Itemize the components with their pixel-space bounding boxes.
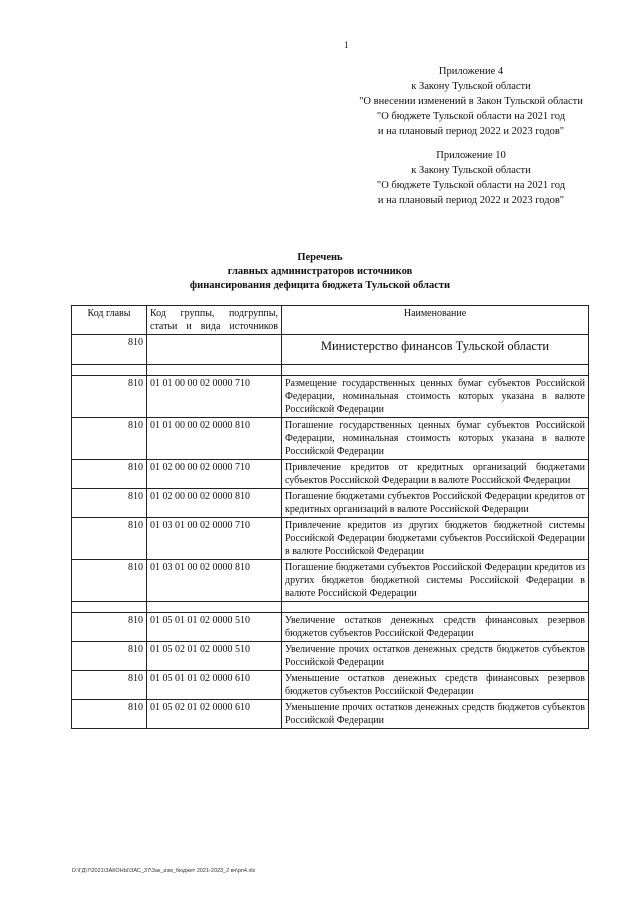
row-name: Привлечение кредитов из других бюджетов бюджетной системы Российской Федерации бюджетами субъектов Российской Федерации в валюте Российской Федерации: [282, 518, 589, 560]
row-chapter-code: 810: [72, 489, 147, 518]
appendix-line: и на плановый период 2022 и 2023 годов": [377, 126, 565, 137]
row-name: Погашение бюджетами субъектов Российской Федерации кредитов от кредитных организаций в валюте Российской Федерации: [282, 489, 589, 518]
table-row: [72, 613, 589, 642]
page-number: 1: [344, 40, 349, 50]
appendix-line: "О бюджете Тульской области на 2021 год: [376, 180, 566, 191]
table-row: [72, 518, 589, 560]
table-row: [72, 376, 589, 418]
title-line: главных администраторов источников: [227, 266, 413, 277]
row-chapter-code: 810: [72, 518, 147, 560]
ministry-name: Министерство финансов Тульской области: [282, 335, 589, 365]
spacer-row: [72, 602, 589, 613]
appendix-line: "О внесении изменений в Закон Тульской области: [359, 96, 583, 107]
row-group-code: 01 01 00 00 02 0000 710: [147, 376, 282, 418]
table-row: [72, 418, 589, 460]
ministry-group-empty: [147, 335, 282, 365]
row-chapter-code: 810: [72, 642, 147, 671]
header-group-code: Код группы, подгруппы, статьи и вида источников: [147, 306, 282, 335]
table-row: [72, 489, 589, 518]
table-row: [72, 671, 589, 700]
row-group-code: 01 03 01 00 02 0000 810: [147, 560, 282, 602]
appendix-line: к Закону Тульской области: [411, 165, 531, 176]
row-name: Привлечение кредитов от кредитных организаций бюджетами субъектов Российской Федерации в валюте Российской Федерации: [282, 460, 589, 489]
row-group-code: 01 05 02 01 02 0000 510: [147, 642, 282, 671]
ministry-code: 810: [72, 335, 147, 365]
row-group-code: 01 02 00 00 02 0000 710: [147, 460, 282, 489]
row-name: Погашение бюджетами субъектов Российской Федерации кредитов из других бюджетов бюджетной системы Российской Федерации в валюте Российской Федерации: [282, 560, 589, 602]
row-chapter-code: 810: [72, 613, 147, 642]
row-group-code: 01 01 00 00 02 0000 810: [147, 418, 282, 460]
table-header-row: [72, 306, 589, 335]
row-chapter-code: 810: [72, 418, 147, 460]
row-name: Увеличение остатков денежных средств финансовых резервов бюджетов субъектов Российской Федерации: [282, 613, 589, 642]
row-chapter-code: 810: [72, 376, 147, 418]
file-path-footer: D:\ГД\7\2021\ЗАКОНЫ\ЗАС_37\Зак_изм_бюджет 2021-2023_2 вч\рп4.xls: [72, 868, 256, 874]
row-chapter-code: 810: [72, 671, 147, 700]
header-chapter-code: Код главы: [72, 306, 147, 335]
table-row: [72, 460, 589, 489]
row-group-code: 01 02 00 00 02 0000 810: [147, 489, 282, 518]
appendix-line: к Закону Тульской области: [411, 81, 531, 92]
row-group-code: 01 05 01 01 02 0000 610: [147, 671, 282, 700]
row-name: Уменьшение остатков денежных средств финансовых резервов бюджетов субъектов Российской Федерации: [282, 671, 589, 700]
row-group-code: 01 03 01 00 02 0000 710: [147, 518, 282, 560]
appendix-current-header: [340, 64, 602, 139]
row-chapter-code: 810: [72, 560, 147, 602]
row-name: Уменьшение прочих остатков денежных средств бюджетов субъектов Российской Федерации: [282, 700, 589, 729]
row-name: Погашение государственных ценных бумаг субъектов Российской Федерации, номинальная стоимость которых указана в валюте Российской Федерации: [282, 418, 589, 460]
row-name: Размещение государственных ценных бумаг субъектов Российской Федерации, номинальная стоимость которых указана в валюте Российской Федерации: [282, 376, 589, 418]
appendix-line: "О бюджете Тульской области на 2021 год: [376, 111, 566, 122]
title-line: Перечень: [297, 252, 343, 263]
row-chapter-code: 810: [72, 700, 147, 729]
table-row: [72, 700, 589, 729]
appendix-original-header: [340, 148, 602, 208]
administrators-table: [71, 305, 589, 729]
row-group-code: 01 05 01 01 02 0000 510: [147, 613, 282, 642]
row-name: Увеличение прочих остатков денежных средств бюджетов субъектов Российской Федерации: [282, 642, 589, 671]
appendix-line: Приложение 4: [438, 66, 504, 77]
spacer-row: [72, 365, 589, 376]
table-row: [72, 642, 589, 671]
header-name: Наименование: [282, 306, 589, 335]
document-title: [150, 251, 490, 293]
row-group-code: 01 05 02 01 02 0000 610: [147, 700, 282, 729]
appendix-line: и на плановый период 2022 и 2023 годов": [377, 195, 565, 206]
title-line: финансирования дефицита бюджета Тульской области: [189, 280, 451, 291]
appendix-line: Приложение 10: [436, 150, 506, 161]
table-row: [72, 560, 589, 602]
ministry-row: [72, 335, 589, 365]
row-chapter-code: 810: [72, 460, 147, 489]
